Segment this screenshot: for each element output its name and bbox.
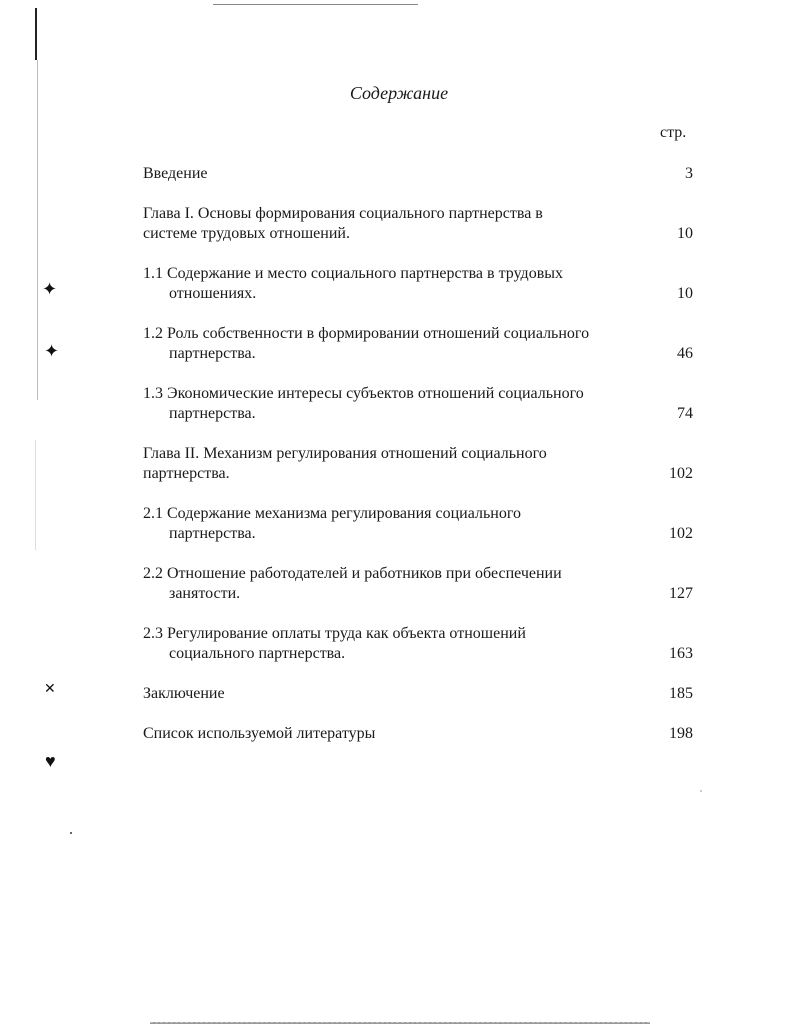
toc-entry-title [143, 504, 643, 544]
toc-entry-title: Введение [143, 165, 208, 182]
toc-entry-page: 74 [677, 405, 693, 422]
scan-artifact-top-line [213, 4, 418, 5]
binding-hole-mark: ✦ [44, 341, 60, 361]
toc-entry-page: 198 [669, 725, 693, 742]
toc-entry-title [143, 444, 643, 484]
toc-entry-title-line1: Глава I. Основы формирования социального партнерства в [143, 205, 543, 222]
toc-entry-page: 127 [669, 585, 693, 602]
toc-entry-title: Список используемой литературы [143, 725, 376, 742]
toc-entry-page: 102 [669, 525, 693, 542]
page-title: Содержание [349, 83, 449, 103]
scan-artifact-left-margin-line [35, 440, 36, 550]
binding-hole-mark: ✕ [44, 682, 56, 697]
toc-entry-title-line2: партнерства. [143, 465, 230, 482]
binding-hole-mark: ✦ [42, 279, 58, 299]
toc-entry-title-line2: социального партнерства. [169, 645, 346, 662]
toc-entry-title [143, 624, 643, 664]
toc-entry-page: 46 [677, 345, 693, 362]
toc-entry-title-line2: системе трудовых отношений. [143, 225, 350, 242]
toc-entry-page: 102 [669, 465, 693, 482]
toc-entry-title-line1: 2.3 Регулирование оплаты труда как объекта отношений [143, 625, 526, 642]
toc-entry-page: 10 [677, 285, 693, 302]
toc-entry-title [143, 564, 643, 604]
scan-artifact-left-margin-line [37, 60, 38, 400]
binding-hole-mark: ♥ [45, 751, 56, 771]
toc-entry-title-line2: занятости. [169, 585, 241, 602]
toc-entry-title-line2: партнерства. [169, 405, 256, 422]
toc-entry-title-line1: 1.3 Экономические интересы субъектов отношений социального [143, 385, 584, 402]
toc-entry-title [143, 204, 643, 244]
toc-entry-page: 185 [669, 685, 693, 702]
scan-artifact-left-margin-line [35, 8, 37, 60]
toc-entry-title [143, 384, 643, 424]
page-column-header: стр. [660, 124, 687, 141]
toc-entry-page: 163 [669, 645, 693, 662]
toc-entry-title-line1: 1.2 Роль собственности в формировании отношений социального [143, 325, 590, 342]
scan-speck [700, 790, 702, 792]
toc-entry-title [143, 324, 643, 364]
toc-entry-page: 3 [685, 165, 693, 182]
toc-entry-page: 10 [677, 225, 693, 242]
toc-entry-title-line2: партнерства. [169, 345, 256, 362]
toc-entry-title-line2: отношениях. [169, 285, 257, 302]
toc-entry-title-line1: 2.1 Содержание механизма регулирования социального [143, 505, 521, 522]
toc-entry-title [143, 264, 643, 304]
toc-entry-title-line1: 2.2 Отношение работодателей и работников при обеспечении [143, 565, 562, 582]
toc-entry-title-line1: Глава II. Механизм регулирования отношений социального [143, 445, 547, 462]
toc-entry-title-line1: 1.1 Содержание и место социального партнерства в трудовых [143, 265, 563, 282]
scan-speck [70, 832, 72, 834]
scan-artifact-bottom-line [150, 1022, 650, 1024]
toc-entry-title-line2: партнерства. [169, 525, 256, 542]
toc-entry-title: Заключение [143, 685, 225, 702]
